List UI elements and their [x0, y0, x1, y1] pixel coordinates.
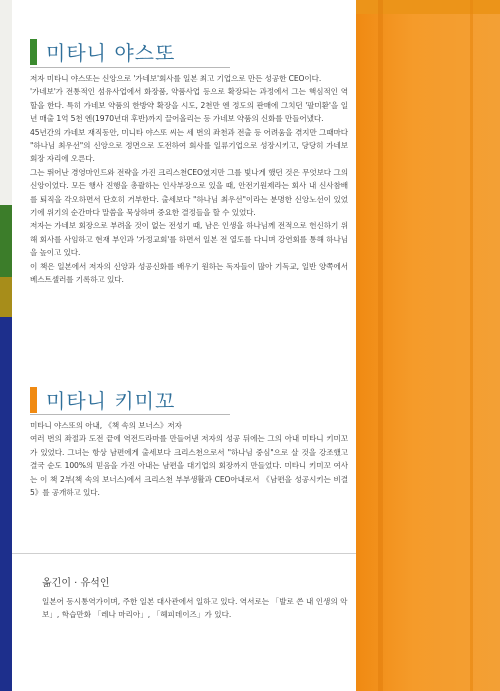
translator-title: 옮긴이 · 유석인 [42, 578, 110, 589]
section-title-text: 미타니 키미꼬 [46, 389, 176, 413]
orange-fold-line [378, 0, 383, 691]
body-paragraph: 저자는 가네보 회장으로 부려올 것이 없는 전성기 때, 남은 인생을 하나님께 전적으로 헌신하기 위해 회사를 사임하고 현재 부인과 '가정교회'를 하면서 일본 전 열도를 다니며 강연회를 통해 하나님을 높이고 있다. [30, 221, 348, 258]
section-title-yasuto [30, 37, 175, 66]
spine-green-band [0, 205, 12, 277]
title-underline [30, 67, 230, 68]
section-body-yasuto [30, 72, 348, 287]
author-page [12, 0, 356, 691]
orange-fold-line [470, 0, 473, 691]
section-title-text: 미타니 야스또 [46, 41, 176, 65]
body-paragraph: 여러 번의 좌절과 도전 끝에 역전드라마를 만들어낸 저자의 성공 뒤에는 그의 아내 미타니 키미꼬가 있었다. 그녀는 항상 남편에게 출세보다 크리스천으로서 "하나님 중심"으로 살 것을 강조했고 결국 순도 100%의 믿음을 가진 아내는 남편을 대기업의 회장까지 만들었다. 미타니 키미꼬 여사는 이 책 2부(책 속의 보너스)에서 크리스천 부부생활과 CEO아내로서 《남편을 성공시키는 비결 5》를 공개하고 있다. [30, 434, 348, 498]
body-paragraph: '가네보'가 전통적인 섬유사업에서 화장품, 약품사업 등으로 확장되는 과정에서 그는 핵심적인 역할을 한다. 특히 가네보 약품의 한방약 확장을 시도, 2천만 엔 정도의 판매에 그치던 '팔미환'을 일 년 매출 1억 5천 엔(1970년대 후반)까지 끌어올리는 등 가네보 약품의 신화를 만들어냈다. [30, 87, 348, 124]
title-accent-bar [30, 387, 37, 413]
body-paragraph: 미타니 야스또의 아내, 《책 속의 보너스》저자 [30, 421, 182, 430]
translator-info [42, 574, 352, 622]
body-paragraph: 그는 뛰어난 경영마인드와 전략을 가진 크리스천CEO였지만 그를 빛나게 했던 것은 무엇보다 그의 신앙이었다. 모든 행사 진행을 총괄하는 인사부장으로 있을 때, 안전기원제라는 회사 내 신사참배를 퇴직을 각오하면서 단호히 거부한다. 출세보다 "하나님 최우선"이라는 분명한 신앙노선이 있었기에 위기의 순간마다 말씀을 묵상하며 중요한 결정들을 할 수 있었다. [30, 167, 348, 218]
body-paragraph: 45년간의 가네보 재직동안, 미니타 야스또 씨는 세 번의 좌천과 전출 등 어려움을 겪지만 그때마다 "하나님 최우선"의 신앙으로 정면으로 도전하여 회사를 일류기업으로 성장시키고, 당당히 가네보 회장 자리에 오른다. [30, 127, 348, 164]
spine-olive-band [0, 277, 12, 317]
translator-bio: 일본어 동시통역가이며, 주한 일본 대사관에서 일하고 있다. 역서로는 「발로 쓴 내 인생의 악보」, 학습만화 「레나 마리아」, 「헤피데이즈」가 있다. [42, 597, 348, 620]
title-underline [30, 414, 230, 415]
section-title-kimiko [30, 385, 175, 414]
spine-blue-band [0, 317, 12, 691]
section-body-kimiko [30, 419, 348, 499]
section-divider [12, 553, 356, 554]
title-accent-bar [30, 39, 37, 65]
body-paragraph: 이 책은 일본에서 저자의 신앙과 성공신화를 배우기 원하는 독자들이 많아 기독교, 일반 양쪽에서 베스트셀러를 기록하고 있다. [30, 261, 348, 285]
body-paragraph: 저자 미타니 야스또는 신앙으로 '가네보'회사를 일본 최고 기업으로 만든 성공한 CEO이다. [30, 74, 322, 83]
